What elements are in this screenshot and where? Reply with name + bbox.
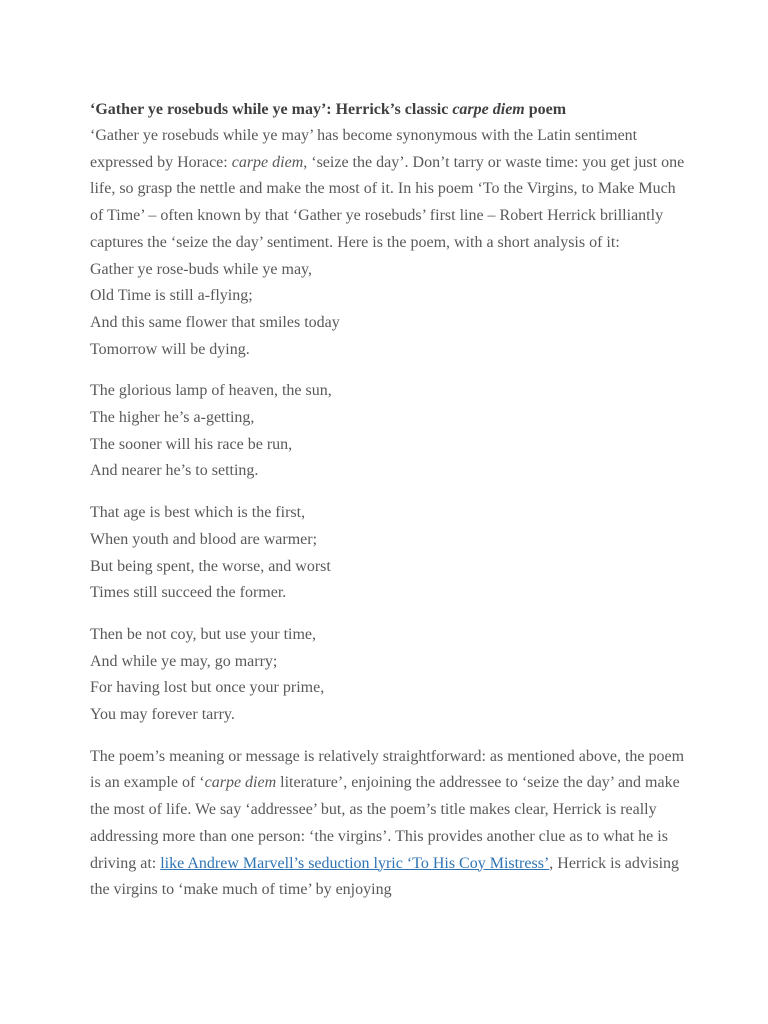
poem-line: You may forever tarry. [90,706,235,724]
analysis-text-middle: literature’, enjoining the addressee to ‘seize the day’ and make the most of life. We say ‘addressee’ but, as the poem’s title makes clear, Herrick is really addressing more than one person: ‘the virgins’. This provides another clue as to what he is driving at: [90,774,680,872]
poem-line: The higher he’s a-getting, [90,409,255,427]
intro-text-start: ‘Gather ye rosebuds while ye may’ has become synonymous with the Latin sentiment expressed by Horace: [90,127,638,171]
poem-line: The glorious lamp of heaven, the sun, [90,382,332,400]
analysis-text-start: The poem’s meaning or message is relatively straightforward: as mentioned above, the poem is an example of ‘ [90,747,685,792]
poem-line: And nearer he’s to setting. [90,462,259,480]
poem-line: When youth and blood are warmer; [90,530,318,548]
intro-italic: carpe diem [231,153,304,171]
poem-line: And this same flower that smiles today [90,313,340,331]
poem-line: That age is best which is the first, [90,504,306,522]
intro-text-end: , ‘seize the day’. Don’t tarry or waste time: you get just one life, so grasp the nettle and make the most of it. In his poem ‘To the Virgins, to Make Much of Time’ – often known by that ‘Gather ye rosebuds’ first line – Robert Herrick brilliantly captures the ‘seize the day’ sentiment. Here is the poem, with a short analysis of it: [90,153,685,251]
heading-text-end: poem [524,101,567,118]
poem-line: Old Time is still a-flying; [90,287,253,305]
poem-stanza-4 [90,622,690,729]
poem-line: Gather ye rose-buds while ye may, [90,260,312,278]
poem-line: Times still succeed the former. [90,584,287,602]
document-page [90,96,690,904]
intro-paragraph [90,123,690,257]
poem-stanza-1 [90,257,690,364]
analysis-paragraph [90,744,690,904]
heading-italic: carpe diem [452,101,525,118]
poem-line: Tomorrow will be dying. [90,340,250,358]
analysis-text-end: , Herrick is advising the virgins to ‘make much of time’ by enjoying [90,854,680,899]
poem-line: For having lost but once your prime, [90,679,325,697]
poem-line: But being spent, the worse, and worst [90,557,331,575]
poem-line: And while ye may, go marry; [90,652,278,670]
poem-stanza-2 [90,378,690,485]
analysis-italic: carpe diem [204,774,277,792]
poem-line: The sooner will his race be run, [90,435,293,453]
marvell-link[interactable]: like Andrew Marvell’s seduction lyric ‘To His Coy Mistress’ [160,854,550,872]
poem [90,257,690,729]
article-heading [90,96,690,123]
poem-line: Then be not coy, but use your time, [90,625,317,643]
poem-stanza-3 [90,500,690,607]
heading-text-start: ‘Gather ye rosebuds while ye may’: Herrick’s classic [90,101,453,118]
